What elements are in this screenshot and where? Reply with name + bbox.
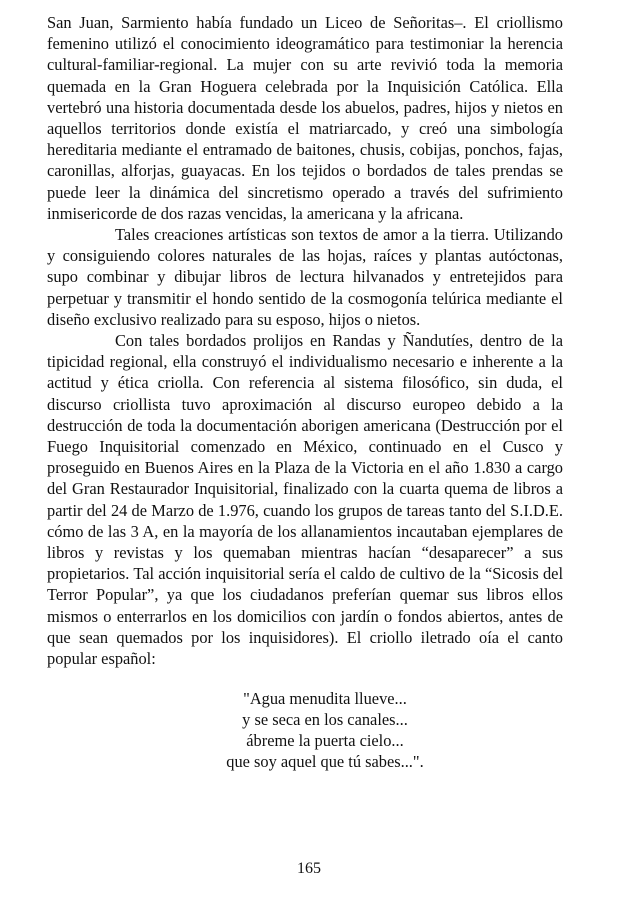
page-number: 165 — [297, 860, 321, 877]
poem-line: "Agua menudita llueve... — [243, 689, 407, 709]
poem-block — [47, 689, 563, 772]
document-page — [47, 12, 563, 772]
poem-line: y se seca en los canales... — [242, 710, 408, 730]
poem-line: que soy aquel que tú sabes...". — [226, 751, 424, 771]
paragraph-3: Con tales bordados prolijos en Randas y Ñandutíes, dentro de la tipicidad regional, ella construyó el individualismo necesario e inherente a la actitud y ética criolla. Con referencia al sistema filosófico, sin duda, el discurso criollista tuvo aproximación al discurso europeo debido a la destrucción de toda la documentación aborigen americana (Destrucción por el Fuego Inquisitorial comenzado en México, continuado en el Cusco y proseguido en Buenos Aires en la Plaza de la Victoria en el año 1.830 a cargo del Gran Restaurador Inquisitorial, finalizado con la cuarta quema de libros a partir del 24 de Marzo de 1.976, cuando los grupos de tareas tanto del S.I.D.E. cómo de las 3 A, en la mayoría de los allanamientos incautaban ejemplares de libros y revistas y los quemaban mientras hacían “desaparecer” a sus propietarios. Tal acción inquisitorial sería el caldo de cultivo de la “Sicosis del Terror Popular”, ya que los ciudadanos preferían quemar sus libros ellos mismos o enterrarlos en los domicilios con jardín o fondos abiertos, antes de que sean quemados por los inquisidores). El criollo iletrado oía el canto popular español: — [47, 331, 563, 669]
poem-line: ábreme la puerta cielo... — [246, 730, 404, 750]
paragraph-1: San Juan, Sarmiento había fundado un Liceo de Señoritas–. El criollismo femenino utilizó el conocimiento ideogramático para testimoniar la herencia cultural-familiar-regional. La mujer con su arte revivió toda la memoria quemada en la Gran Hoguera celebrada por la Inquisición Católica. Ella vertebró una historia documentada desde los abuelos, padres, hijos y nietos en aquellos territorios donde existía el matriarcado, y creó una simbología hereditaria mediante el entramado de baitones, chusis, cobijas, ponchos, fajas, caronillas, alforjas, guayacas. En los tejidos o bordados de tales prendas se puede leer la dinámica del sincretismo operado a través del sufrimiento inmisericorde de dos razas vencidas, la americana y la africana. — [47, 13, 563, 223]
paragraph-2: Tales creaciones artísticas son textos de amor a la tierra. Utilizando y consiguiendo colores naturales de las hojas, raíces y plantas autóctonas, supo combinar y dibujar libros de lectura hilvanados y entretejidos para perpetuar y transmitir el hondo sentido de la cosmogonía telúrica mediante el diseño exclusivo realizado para su esposo, hijos o nietos. — [47, 225, 563, 329]
